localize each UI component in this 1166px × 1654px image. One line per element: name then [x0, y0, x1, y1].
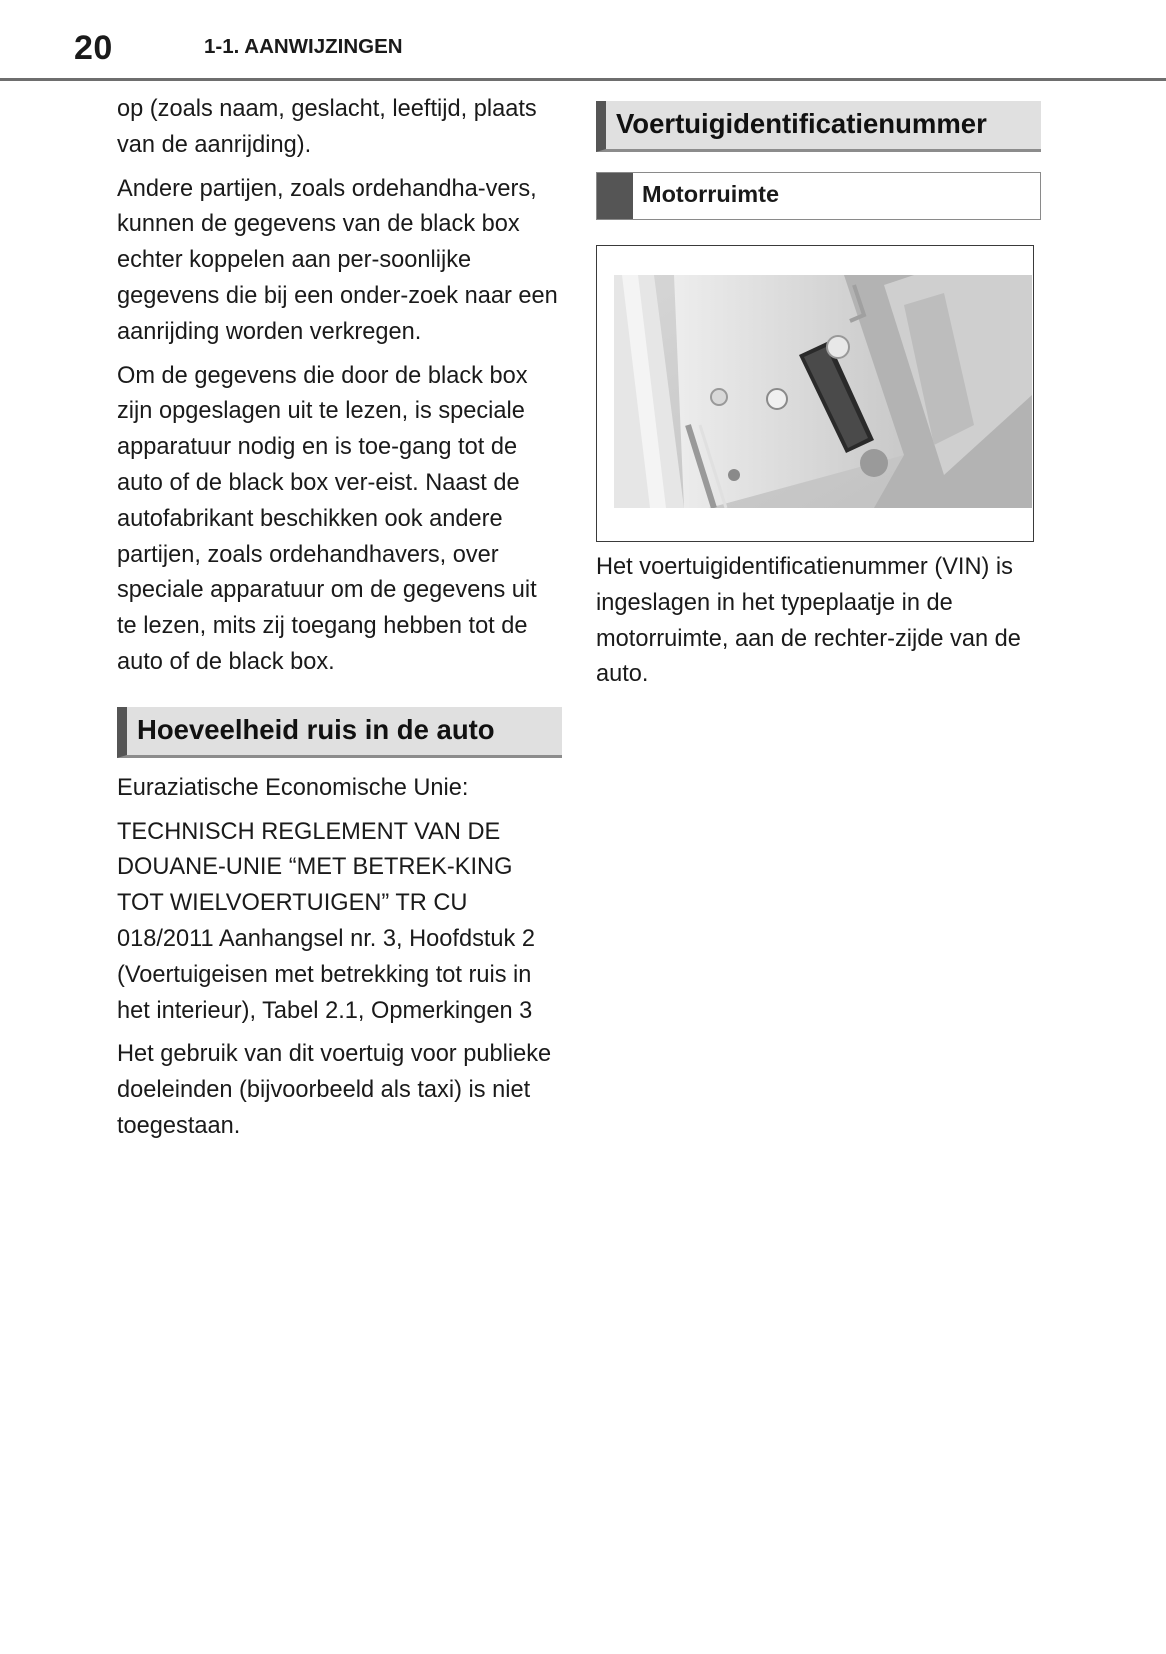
subheading-label: Motorruimte [642, 181, 780, 207]
section-heading-vin: Voertuigidentificatienummer [596, 101, 1041, 152]
paragraph-personal-data: op (zoals naam, geslacht, leeftijd, plaats van de aanrijding). [117, 96, 537, 158]
subheading-engine-bay [596, 172, 1041, 220]
right-column [596, 101, 1041, 701]
paragraph-public-use: Het gebruik van dit voertuig voor publieke doeleinden (bijvoorbeeld als taxi) is niet toegestaan. [117, 1041, 552, 1139]
chapter-title: 1-1. AANWIJZINGEN [204, 35, 403, 58]
section-heading-noise: Hoeveelheid ruis in de auto [117, 707, 562, 758]
vin-location-figure [596, 245, 1034, 542]
paragraph-vin-location: Het voertuigidentificatienummer (VIN) is ingeslagen in het typeplaatje in de motorruimte, aan de rechter-zijde van de auto. [596, 554, 1021, 688]
paragraph-reading-data: Om de gegevens die door de black box zijn opgeslagen uit te lezen, is speciale apparatuur nodig en is toe-gang tot de auto of de black box ver-eist. Naast de autofabrikant beschikken ook andere partijen, zoals ordehandhavers, over speciale apparatuur om de gegevens uit te lezen, mits zij toegang hebben tot de auto of de black box. [117, 362, 537, 675]
header-rule [0, 78, 1166, 81]
paragraph-eaeu: Euraziatische Economische Unie: [117, 774, 469, 801]
paragraph-regulation: TECHNISCH REGLEMENT VAN DE DOUANE-UNIE “MET BETREK-KING TOT WIELVOERTUIGEN” TR CU 018/2011 Aanhangsel nr. 3, Hoofdstuk 2 (Voertuigeisen met betrekking tot ruis in het interieur), Tabel 2.1, Opmerkingen 3 [117, 818, 536, 1024]
subheading-marker [597, 173, 633, 219]
left-column [117, 92, 562, 1153]
engine-bay-photo [614, 275, 1032, 508]
paragraph-other-parties: Andere partijen, zoals ordehandha-vers, kunnen de gegevens van de black box echter koppelen aan per-soonlijke gegevens die bij een onder-zoek naar een aanrijding worden verkregen. [117, 175, 558, 345]
page-number: 20 [74, 29, 113, 67]
